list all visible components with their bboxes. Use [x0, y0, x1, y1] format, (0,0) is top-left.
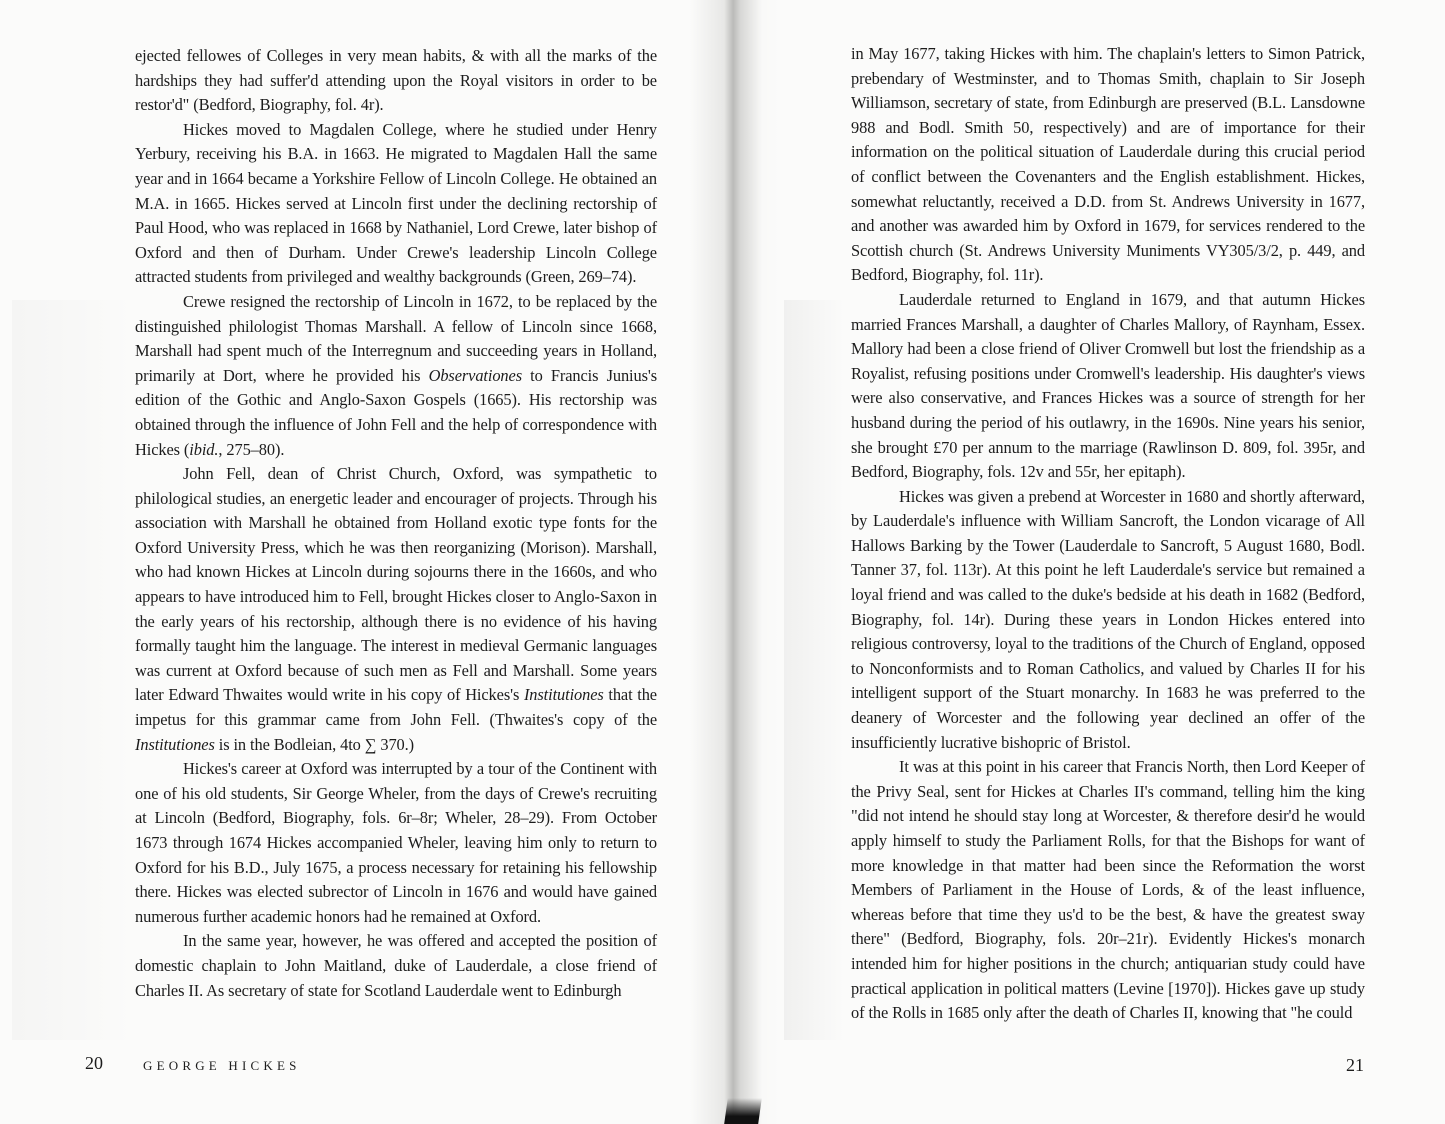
book-spine-edge [724, 1098, 762, 1124]
text-run: , 275–80). [218, 439, 285, 459]
text-run: in May 1677, taking Hickes with him. The chaplain's letters to Simon Patrick, prebendary of Westminster, and to Thomas Smith, chaplain to Sir Joseph Williamson, secretary of state, from Edinburgh are preserved (B.L. Lansdowne 988 and Bodl. Smith 50, respectively) and are of importance for their information on the political situation of Lauderdale during this crucial period of conflict between the Covenanters and the English establishment. Hickes, somewhat reluctantly, received a D.D. from St. Andrews University in 1677, and another was awarded him by Oxford in 1679, for services rendered to the Scottish church (St. Andrews University Muniments VY305/3/2, p. 449, and Bedford, Biography, fol. 11r). [851, 44, 1365, 285]
paragraph [135, 757, 657, 929]
right-page-body-text [851, 42, 1365, 1026]
text-run: John Fell, dean of Christ Church, Oxford, was sympathetic to philological studies, an energetic leader and encourager of projects. Through his association with Marshall he obtained from Holland exotic type fonts for the Oxford University Press, which he was then reorganizing (Morison). Marshall, who had known Hickes at Lincoln during sojourns there in the 1660s, and who appears to have introduced him to Fell, brought Hickes closer to Anglo-Saxon in the early years of his rectorship, although there is no evidence of his having formally taught him the language. The interest in medieval Germanic languages was current at Oxford because of such men as Fell and Marshall. Some years later Edward Thwaites would write in his copy of Hickes's [135, 464, 657, 705]
text-run: to Francis Junius's edition of the Gothic and Anglo-Saxon Gospels (1665). His rectorship was obtained through the influence of John Fell and the help of correspondence with Hickes ( [135, 365, 657, 459]
text-run: It was at this point in his career that Francis North, then Lord Keeper of the Privy Seal, sent for Hickes at Charles II's command, telling him the king "did not intend he should stay long at Worcester, & therefore desir'd he would apply himself to study the Parliament Rolls, for that the Bishops for want of more knowledge in that matter had been since the Reformation the worst Members of Parliament in the House of Lords, & of the least influence, whereas before that time they us'd to be the best, & have the greatest sway there" (Bedford, Biography, fols. 20r–21r). Evidently Hickes's monarch intended him for higher positions in the church; antiquarian study could have practical application in political matters (Levine [1970]). Hickes gave up study of the Rolls in 1685 only after the death of Charles II, knowing that "he could [851, 757, 1365, 1023]
text-run: that the impetus for this grammar came from John Fell. (Thwaites's copy of the [135, 685, 657, 730]
text-run: Hickes's career at Oxford was interrupted by a tour of the Continent with one of his old students, Sir George Wheler, from the days of Crewe's recruiting at Lincoln (Bedford, Biography, fols. 6r–8r; Wheler, 28–29). From October 1673 through 1674 Hickes accompanied Wheler, leaving him only to return to Oxford for his B.D., July 1675, a process necessary for retaining his fellowship there. Hickes was elected subrector of Lincoln in 1676 and would have gained numerous further academic honors had he remained at Oxford. [135, 759, 657, 926]
italic-title: Institutiones [523, 685, 604, 705]
page-number-left: 20 [85, 1053, 103, 1073]
paragraph [135, 290, 657, 462]
running-head: GEORGE HICKES [143, 1058, 301, 1073]
paragraph [135, 44, 657, 118]
text-run: In the same year, however, he was offered and accepted the position of domestic chaplain to John Maitland, duke of Lauderdale, a close friend of Charles II. As secretary of state for Scotland Lauderdale went to Edinburgh [135, 931, 657, 1000]
paragraph [851, 42, 1365, 288]
text-run: Crewe resigned the rectorship of Lincoln in 1672, to be replaced by the distinguished philologist Thomas Marshall. A fellow of Lincoln since 1668, Marshall had spent much of the Interregnum and succeeding years in Holland, primarily at Dort, where he provided his [135, 291, 657, 385]
left-page-body-text [135, 44, 657, 1003]
show-through-shadow [784, 300, 844, 1040]
paragraph [135, 929, 657, 1003]
text-run: ejected fellowes of Colleges in very mean habits, & with all the marks of the hardships they had suffer'd attending upon the Royal visitors in order to be restor'd" (Bedford, Biography, fol. 4r). [135, 46, 657, 115]
text-run: Hickes moved to Magdalen College, where he studied under Henry Yerbury, receiving his B.A. in 1663. He migrated to Magdalen Hall the same year and in 1664 became a Yorkshire Fellow of Lincoln College. He obtained an M.A. in 1665. Hickes served at Lincoln first under the declining rectorship of Paul Hood, who was replaced in 1668 by Nathaniel, Lord Crewe, later bishop of Oxford and then of Durham. Under Crewe's leadership Lincoln College attracted students from privileged and wealthy backgrounds (Green, 269–74). [135, 119, 657, 287]
paragraph [851, 288, 1365, 485]
paragraph [135, 118, 657, 290]
page-number-right: 21 [1346, 1055, 1364, 1075]
text-run: Lauderdale returned to England in 1679, and that autumn Hickes married Frances Marshall, a daughter of Charles Mallory, of Raynham, Essex. Mallory had been a close friend of Oliver Cromwell but lost the friendship as a Royalist, refusing positions under Cromwell's leadership. His daughter's views were also conservative, and Frances Hickes was a source of strength for her husband during the period of his outlawry, in the 1690s. Nine years his senior, she brought £70 per annum to the marriage (Rawlinson D. 809, fol. 395r, and Bedford, Biography, fols. 12v and 55r, her epitaph). [851, 289, 1365, 482]
italic-title: Observationes [428, 365, 522, 385]
show-through-shadow [12, 300, 132, 1040]
text-run: Hickes was given a prebend at Worcester in 1680 and shortly afterward, by Lauderdale's influence with William Sancroft, the London vicarage of All Hallows Barking by the Tower (Lauderdale to Sancroft, 5 August 1680, Bodl. Tanner 37, fol. 113r). At this point he left Lauderdale's service but remained a loyal friend and was called to the duke's bedside at his death in 1682 (Bedford, Biography, fol. 14r). During these years in London Hickes entered into religious controversy, loyal to the traditions of the Church of England, opposed to Nonconformists and to Roman Catholics, and valued by Charles II for his intelligent support of the Stuart monarchy. In 1683 he was preferred to the deanery of Worcester and the following year declined an offer of the insufficiently lucrative bishopric of Bristol. [851, 486, 1365, 752]
italic-title: ibid. [189, 439, 219, 459]
text-run: is in the Bodleian, 4to ∑ 370.) [214, 734, 414, 754]
paragraph [135, 462, 657, 757]
book-gutter-shadow [690, 0, 780, 1124]
paragraph [851, 755, 1365, 1026]
paragraph [851, 485, 1365, 756]
italic-title: Institutiones [135, 734, 215, 754]
